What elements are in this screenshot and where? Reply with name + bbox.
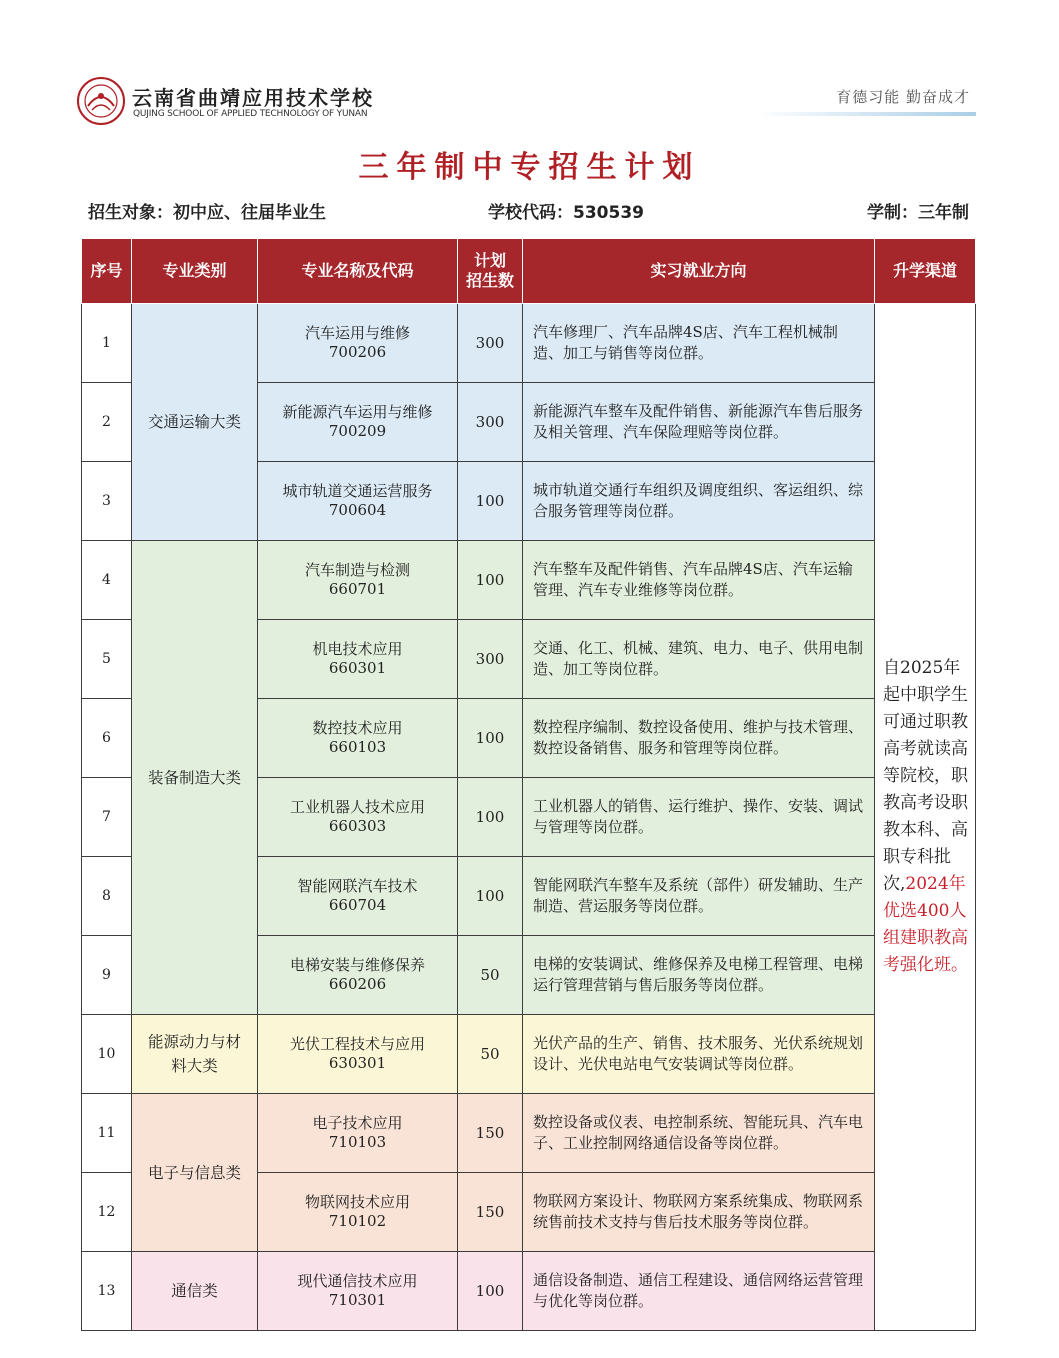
school-name-en: QUJING SCHOOL OF APPLIED TECHNOLOGY OF YUNAN xyxy=(133,109,368,119)
table-row xyxy=(82,1252,976,1331)
enrollment-plan-table xyxy=(81,238,976,1331)
major-name: 数控技术应用 xyxy=(312,719,403,737)
direction-cell: 汽车修理厂、汽车品牌4S店、汽车工程机械制造、加工与销售等岗位群。 xyxy=(523,304,875,383)
direction-cell: 数控程序编制、数控设备使用、维护与技术管理、数控设备销售、服务和管理等岗位群。 xyxy=(523,699,875,778)
category-cell: 交通运输大类 xyxy=(132,304,258,541)
study-duration: 学制：三年制 xyxy=(867,203,969,223)
major-code: 660103 xyxy=(328,738,387,756)
table-row xyxy=(82,541,976,620)
major-code: 630301 xyxy=(328,1054,387,1072)
row-index: 7 xyxy=(82,778,132,857)
row-index: 4 xyxy=(82,541,132,620)
major-name: 现代通信技术应用 xyxy=(297,1272,418,1290)
major-name: 城市轨道交通运营服务 xyxy=(282,482,433,500)
major-name: 光伏工程技术与应用 xyxy=(289,1035,425,1053)
row-index: 1 xyxy=(82,304,132,383)
path-text-highlight: 2024年优选400人组建职教高考强化班。 xyxy=(883,874,968,975)
header-plan-line1: 计划 xyxy=(473,251,506,270)
row-index: 6 xyxy=(82,699,132,778)
major-cell xyxy=(258,936,458,1015)
major-code: 660303 xyxy=(328,817,387,835)
major-cell xyxy=(258,699,458,778)
row-index: 11 xyxy=(82,1094,132,1173)
row-index: 8 xyxy=(82,857,132,936)
plan-count: 50 xyxy=(458,936,523,1015)
school-name-cn: 云南省曲靖应用技术学校 xyxy=(132,86,374,110)
direction-cell: 光伏产品的生产、销售、技术服务、光伏系统规划设计、光伏电站电气安装调试等岗位群。 xyxy=(523,1015,875,1094)
direction-cell: 电梯的安装调试、维修保养及电梯工程管理、电梯运行管理营销与售后服务等岗位群。 xyxy=(523,936,875,1015)
major-name: 电子技术应用 xyxy=(312,1114,403,1132)
enrollment-target: 招生对象：初中应、往届毕业生 xyxy=(88,203,326,223)
header-plan-line2: 招生数 xyxy=(465,271,514,290)
major-name: 智能网联汽车技术 xyxy=(297,877,418,895)
table-header-row xyxy=(82,239,976,304)
row-index: 9 xyxy=(82,936,132,1015)
table-row xyxy=(82,304,976,383)
page-header xyxy=(76,74,976,134)
major-name: 汽车运用与维修 xyxy=(304,324,410,342)
table-row xyxy=(82,1015,976,1094)
header-direction: 实习就业方向 xyxy=(523,239,875,304)
direction-cell: 交通、化工、机械、建筑、电力、电子、供用电制造、加工等岗位群。 xyxy=(523,620,875,699)
major-name: 物联网技术应用 xyxy=(304,1193,410,1211)
major-cell xyxy=(258,1173,458,1252)
direction-cell: 数控设备或仪表、电控制系统、智能玩具、汽车电子、工业控制网络通信设备等岗位群。 xyxy=(523,1094,875,1173)
school-logo-icon xyxy=(76,76,126,126)
direction-cell: 新能源汽车整车及配件销售、新能源汽车售后服务及相关管理、汽车保险理赔等岗位群。 xyxy=(523,383,875,462)
category-cell: 能源动力与材料大类 xyxy=(132,1015,258,1094)
major-cell xyxy=(258,1252,458,1331)
plan-count: 100 xyxy=(458,699,523,778)
major-cell xyxy=(258,1015,458,1094)
category-cell: 通信类 xyxy=(132,1252,258,1331)
path-text: 自2025年起中职学生可通过职教高考就读高等院校，职教高考设职教本科、高职专科批次, xyxy=(883,658,968,894)
header-path: 升学渠道 xyxy=(875,239,976,304)
path-cell xyxy=(875,304,976,1331)
plan-count: 100 xyxy=(458,462,523,541)
table-row xyxy=(82,1094,976,1173)
major-cell xyxy=(258,383,458,462)
plan-count: 300 xyxy=(458,304,523,383)
major-name: 新能源汽车运用与维修 xyxy=(282,403,433,421)
major-cell xyxy=(258,1094,458,1173)
page-title: 三年制中专招生计划 xyxy=(358,150,701,185)
major-code: 710103 xyxy=(328,1133,387,1151)
row-index: 3 xyxy=(82,462,132,541)
major-cell xyxy=(258,620,458,699)
direction-cell: 智能网联汽车整车及系统（部件）研发辅助、生产制造、营运服务等岗位群。 xyxy=(523,857,875,936)
category-cell: 装备制造大类 xyxy=(132,541,258,1015)
category-cell: 电子与信息类 xyxy=(132,1094,258,1252)
major-cell xyxy=(258,857,458,936)
direction-cell: 物联网方案设计、物联网方案系统集成、物联网系统售前技术支持与售后技术服务等岗位群。 xyxy=(523,1173,875,1252)
header-plan xyxy=(458,239,523,304)
direction-cell: 工业机器人的销售、运行维护、操作、安装、调试与管理等岗位群。 xyxy=(523,778,875,857)
plan-count: 300 xyxy=(458,383,523,462)
major-name: 电梯安装与维修保养 xyxy=(289,956,425,974)
row-index: 10 xyxy=(82,1015,132,1094)
major-name: 机电技术应用 xyxy=(312,640,403,658)
major-cell xyxy=(258,462,458,541)
major-name: 工业机器人技术应用 xyxy=(289,798,425,816)
plan-count: 100 xyxy=(458,1252,523,1331)
plan-count: 100 xyxy=(458,857,523,936)
major-code: 660704 xyxy=(328,896,387,914)
header-index: 序号 xyxy=(82,239,132,304)
row-index: 2 xyxy=(82,383,132,462)
plan-count: 300 xyxy=(458,620,523,699)
row-index: 5 xyxy=(82,620,132,699)
header-category: 专业类别 xyxy=(132,239,258,304)
major-code: 660206 xyxy=(328,975,387,993)
row-index: 12 xyxy=(82,1173,132,1252)
major-code: 700206 xyxy=(328,343,387,361)
plan-count: 50 xyxy=(458,1015,523,1094)
plan-count: 100 xyxy=(458,541,523,620)
direction-cell: 通信设备制造、通信工程建设、通信网络运营管理与优化等岗位群。 xyxy=(523,1252,875,1331)
direction-cell: 城市轨道交通行车组织及调度组织、客运组织、综合服务管理等岗位群。 xyxy=(523,462,875,541)
major-name: 汽车制造与检测 xyxy=(304,561,410,579)
motto-underline xyxy=(756,112,976,116)
header-major: 专业名称及代码 xyxy=(258,239,458,304)
plan-count: 150 xyxy=(458,1173,523,1252)
row-index: 13 xyxy=(82,1252,132,1331)
major-cell xyxy=(258,778,458,857)
major-cell xyxy=(258,541,458,620)
plan-count: 150 xyxy=(458,1094,523,1173)
direction-cell: 汽车整车及配件销售、汽车品牌4S店、汽车运输管理、汽车专业维修等岗位群。 xyxy=(523,541,875,620)
major-cell xyxy=(258,304,458,383)
major-code: 660301 xyxy=(328,659,387,677)
major-code: 710102 xyxy=(328,1212,387,1230)
school-motto: 育德习能 勤奋成才 xyxy=(836,88,970,106)
plan-count: 100 xyxy=(458,778,523,857)
major-code: 700604 xyxy=(328,501,387,519)
school-code: 学校代码：530539 xyxy=(488,203,644,223)
major-code: 700209 xyxy=(328,422,387,440)
major-code: 710301 xyxy=(328,1291,387,1309)
major-code: 660701 xyxy=(328,580,387,598)
